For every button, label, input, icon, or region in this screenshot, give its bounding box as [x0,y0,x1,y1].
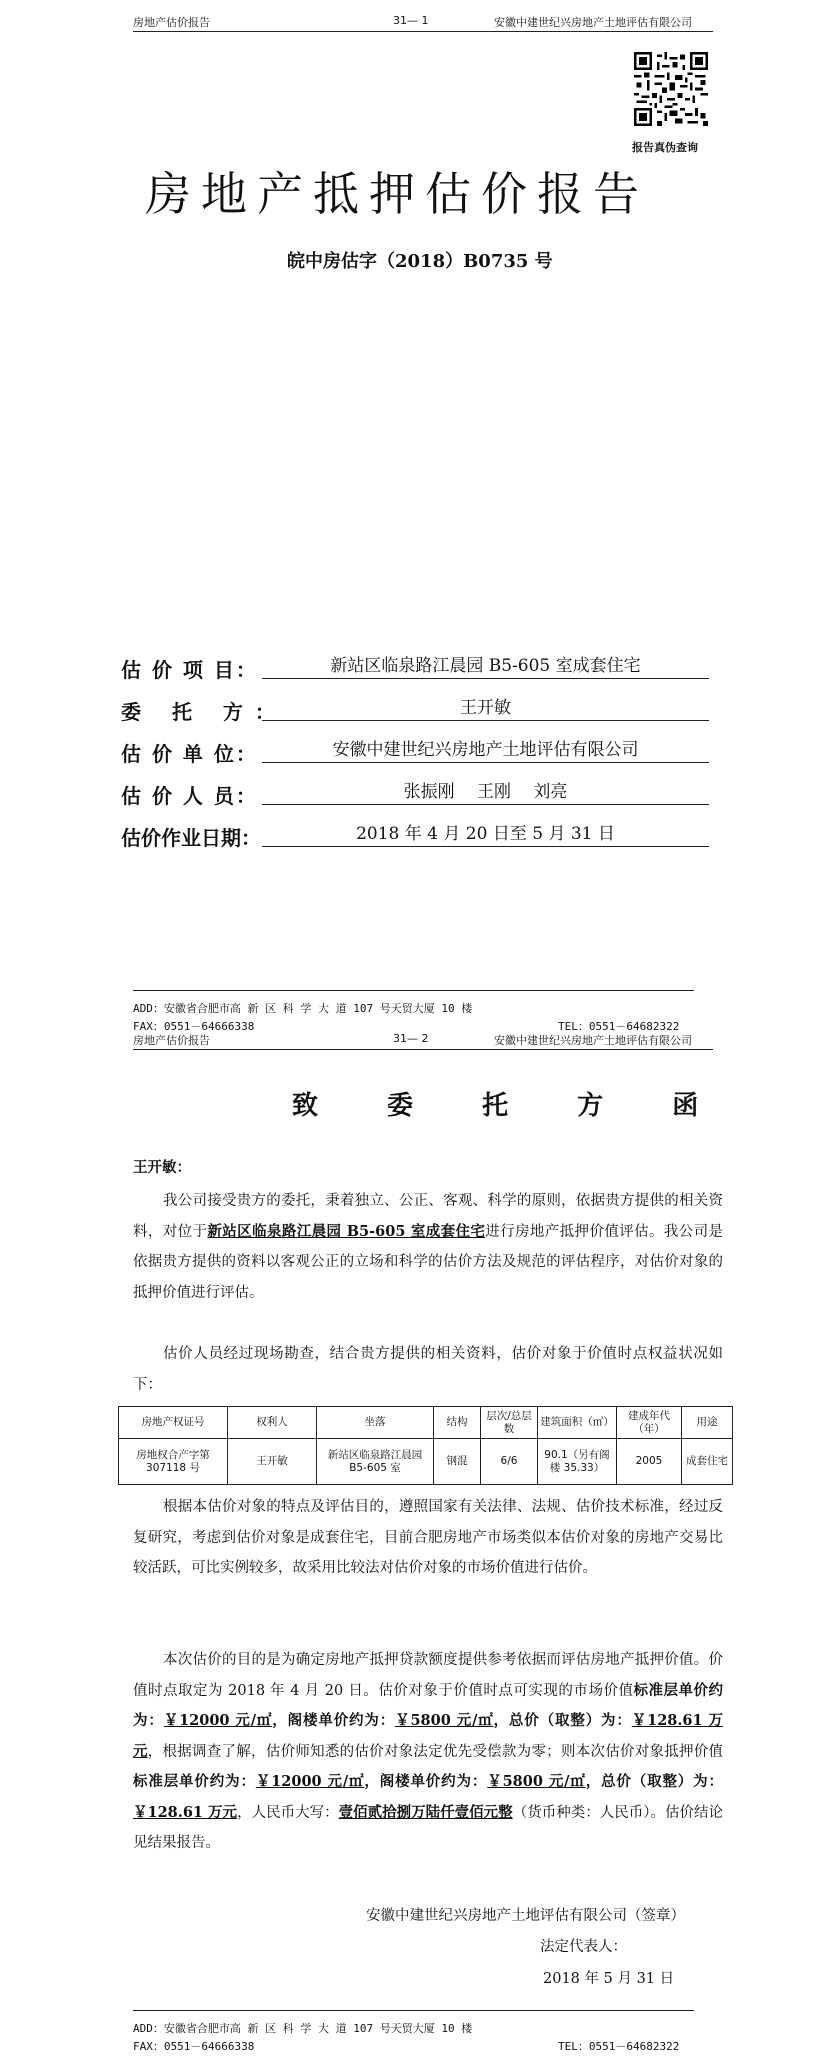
page1-footer-tel: TEL：0551－64682322 [558,1020,680,1033]
page2-header-page-number: 31— 2 [393,1032,429,1045]
page2-footer-address: ADD：安徽省合肥市高 新 区 科 学 大 道 107 号天贸大厦 10 楼 [133,2022,473,2035]
p4-attic-label-2: ，阁楼单价约为： [364,1773,488,1790]
page1-header-left: 房地产估价报告 [133,16,210,29]
p4-std-label-2: 标准层单价约为： [133,1773,256,1790]
page1-footer-address: ADD：安徽省合肥市高 新 区 科 学 大 道 107 号天贸大厦 10 楼 [133,1002,473,1015]
p4-amount-in-words: 壹佰贰拾捌万陆仟壹佰元整 [338,1803,513,1821]
p4-total-label: ，总价（取整）为： [493,1712,632,1729]
table-row [119,1439,733,1485]
property-table-header-row [119,1407,733,1439]
page2-header-rule [133,1049,713,1050]
th-owner: 权利人 [228,1407,317,1439]
letter-salutation: 王开敏： [133,1159,191,1176]
td-year: 2005 [617,1439,682,1485]
th-use: 用途 [682,1407,733,1439]
p4-total-price-2: ￥128.61 万元 [133,1803,238,1821]
p4-total-price: ￥128.61 万元 [133,1712,724,1760]
letter-paragraph-4 [133,1645,723,1859]
td-floor: 6/6 [481,1439,538,1485]
info-label-firm: 估 价 单 位： [121,742,258,766]
th-location: 坐落 [317,1407,434,1439]
p4-attic-label: ，阁楼单价约为： [272,1712,396,1729]
th-area: 建筑面积（㎡） [538,1407,617,1439]
td-use: 成套住宅 [682,1439,733,1485]
th-floor: 层次/总层数 [481,1407,538,1439]
property-table [118,1406,733,1485]
p4-text-q: （货币种类：人民币）。估价结论见结果报告。 [133,1804,724,1851]
page1-header-rule [133,31,713,32]
p4-std-price: ￥12000 元/㎡ [163,1712,273,1729]
page2-header-left: 房地产估价报告 [133,1034,210,1047]
info-value-appraisers: 张振刚 王刚 刘亮 [262,782,709,805]
p1-text-b: 进行房地产抵押价值评估。我公司是依据贵方提供的资料以客观公正的立场和科学的估价方法及规范的评估程序，对估价对象的抵押价值进行评估。 [133,1223,724,1301]
td-location: 新站区临泉路江晨园 B5-605 室 [317,1439,434,1485]
page2-footer-fax: FAX：0551－64666338 [133,2040,255,2053]
info-label-appraisers: 估 价 人 员： [121,784,258,808]
p4-text-h: ，根据调查了解，估价师知悉的估价对象法定优先受偿款为零；则本次估价对象抵押价值 [147,1743,724,1760]
td-structure: 钢混 [434,1439,481,1485]
info-value-work-date: 2018 年 4 月 20 日至 5 月 31 日 [262,824,709,847]
info-label-work-date: 估价作业日期： [121,826,261,850]
info-value-project: 新站区临泉路江晨园 B5-605 室成套住宅 [262,656,709,679]
p4-attic-price-2: ￥5800 元/㎡ [487,1773,586,1790]
td-cert-no: 房地权合产字第 307118 号 [119,1439,228,1485]
signature-date: 2018 年 5 月 31 日 [543,1971,675,1987]
th-cert-no: 房地产权证号 [119,1407,228,1439]
signature-representative: 法定代表人： [540,1939,627,1955]
th-structure: 结构 [434,1407,481,1439]
p4-total-label-2: ，总价（取整）为： [585,1773,724,1790]
info-label-project: 估 价 项 目： [121,658,258,682]
page2-footer-tel: TEL：0551－64682322 [558,2040,680,2053]
qr-code-icon[interactable] [634,52,708,126]
p4-attic-price: ￥5800 元/㎡ [395,1712,494,1729]
info-value-client: 王开敏 [262,698,709,721]
page1-footer-fax: FAX：0551－64666338 [133,1020,255,1033]
page2-header-right: 安徽中建世纪兴房地产土地评估有限公司 [494,1034,692,1047]
td-area: 90.1（另有阁楼 35.33） [538,1439,617,1485]
qr-caption: 报告真伪查询 [632,141,698,154]
page1-header-page-number: 31— 1 [393,14,429,27]
page2-footer-rule [133,2010,694,2011]
letter-title: 致 委 托 方 函 [292,1091,729,1121]
p4-text-a: 本次估价的目的是为确定房地产抵押贷款额度提供参考依据而评估房地产抵押价值。价值时点取定为 2018 年 4 月 20 日。估价对象于价值时点可实现的市场价值 [133,1652,723,1699]
letter-paragraph-2: 估价人员经过现场勘查，结合贵方提供的相关资料，估价对象于价值时点权益状况如下： [133,1346,723,1393]
p4-std-price-2: ￥12000 元/㎡ [255,1773,365,1790]
page1-footer-rule [133,990,694,991]
report-number: 皖中房估字（2018）B0735 号 [287,251,553,272]
p4-std-label: 标准层单价约为： [133,1681,724,1729]
p1-property-address: 新站区临泉路江晨园 B5-605 室成套住宅 [207,1222,486,1240]
th-year: 建成年代（年） [617,1407,682,1439]
p1-text-a: 我公司接受贵方的委托，秉着独立、公正、客观、科学的原则，依据贵方提供的相关资料，对位于 [133,1193,723,1240]
td-owner: 王开敏 [228,1439,317,1485]
page1-header-right: 安徽中建世纪兴房地产土地评估有限公司 [494,16,692,29]
letter-paragraph-3: 根据本估价对象的特点及评估目的，遵照国家有关法律、法规、估价技术标准，经过反复研究，考虑到估价对象是成套住宅，目前合肥房地产市场类似本估价对象的房地产交易比较活跃，可比实例较多，故采用比较法对估价对象的市场价值进行估价。 [133,1499,723,1576]
report-title: 房地产抵押估价报告 [145,167,649,221]
p4-text-o: ，人民币大写： [237,1804,339,1821]
signature-company: 安徽中建世纪兴房地产土地评估有限公司（签章） [366,1908,685,1924]
letter-paragraph-1 [133,1186,723,1308]
info-value-firm: 安徽中建世纪兴房地产土地评估有限公司 [262,740,709,763]
info-label-client: 委 托 方： [121,700,287,724]
